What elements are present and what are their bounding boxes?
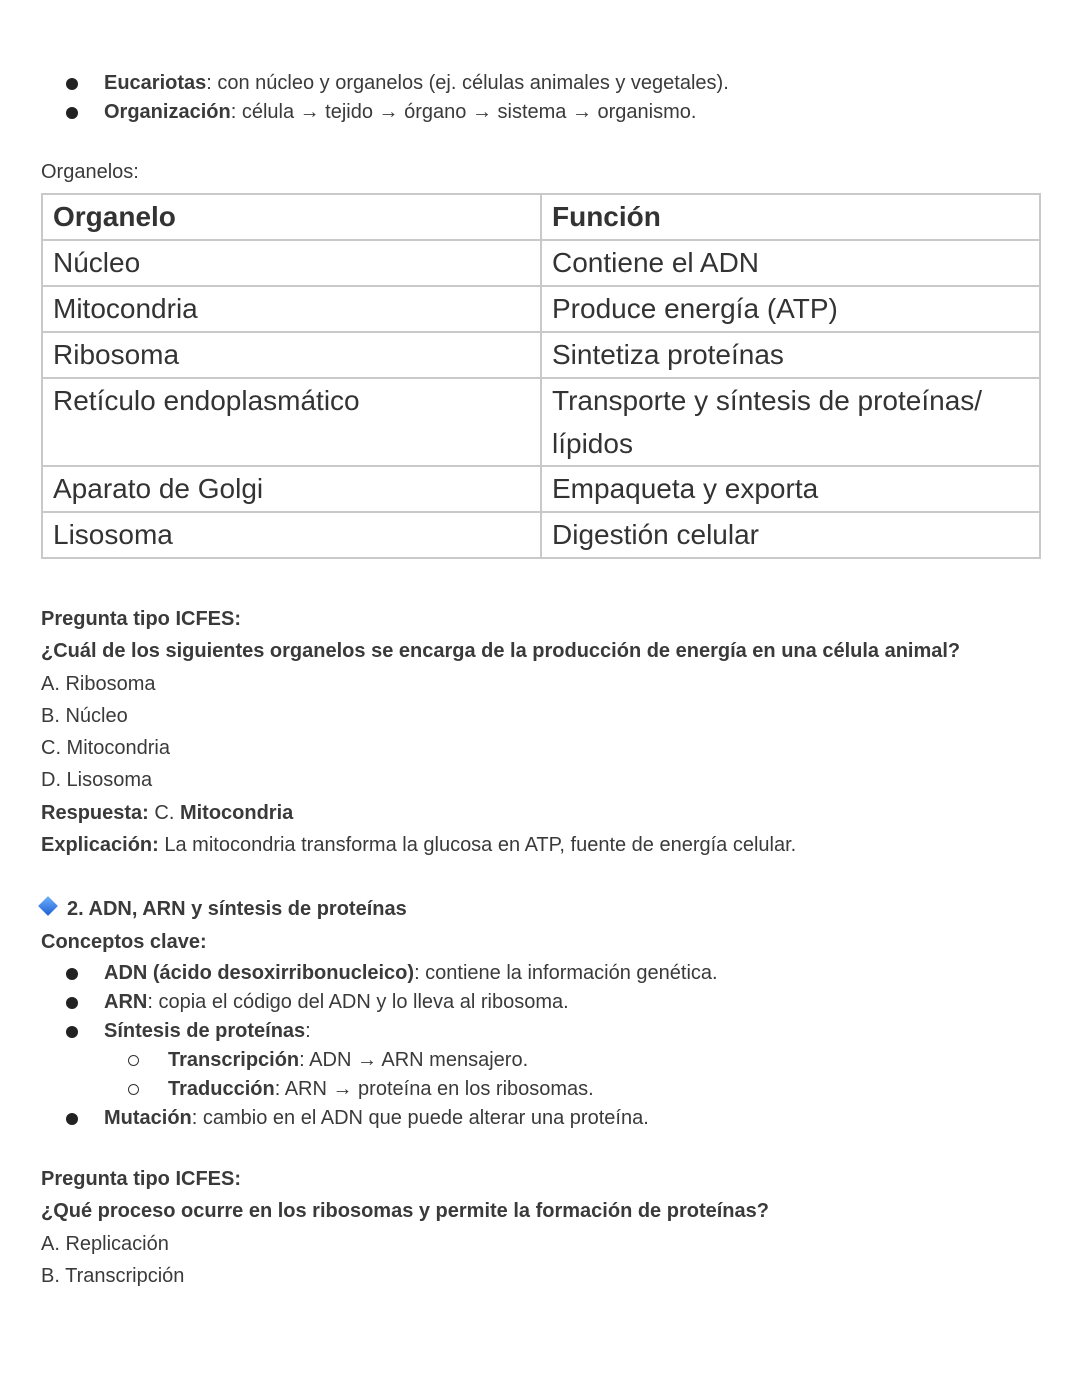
term: Eucariotas bbox=[104, 72, 207, 94]
option-a: A. Replicación bbox=[41, 1232, 169, 1255]
explanation bbox=[41, 829, 1040, 861]
answer-prefix: C. bbox=[148, 801, 180, 824]
cell-funcion: Transporte y síntesis de proteínas/ lípidos bbox=[541, 378, 1040, 466]
option-d: D. Lisosoma bbox=[41, 769, 153, 792]
table-row bbox=[42, 512, 1040, 558]
term: Organización bbox=[104, 101, 231, 123]
cell-funcion: Digestión celular bbox=[541, 512, 1040, 558]
question-label: Pregunta tipo ICFES: bbox=[41, 1168, 241, 1190]
organelles-table bbox=[41, 193, 1041, 559]
term: ADN (ácido desoxirribonucleico) bbox=[104, 962, 415, 984]
header-funcion: Función bbox=[541, 194, 1040, 240]
term: Traducción bbox=[168, 1078, 275, 1100]
option-c: C. Mitocondria bbox=[41, 737, 170, 760]
term: Síntesis de proteínas bbox=[104, 1020, 306, 1042]
explanation-label: Explicación: bbox=[41, 834, 159, 857]
answer-label: Respuesta: bbox=[41, 801, 149, 824]
option-b: B. Núcleo bbox=[41, 704, 128, 727]
item-text: : bbox=[305, 1020, 311, 1042]
list-item bbox=[41, 1017, 1040, 1046]
cell-organelo: Núcleo bbox=[42, 240, 541, 286]
list-item bbox=[41, 69, 1040, 98]
explanation-text: La mitocondria transforma la glucosa en ATP, fuente de energía celular. bbox=[158, 834, 797, 857]
item-text: : con núcleo y organelos (ej. células animales y vegetales). bbox=[206, 72, 729, 94]
item-text: : copia el código del ADN y lo lleva al ribosoma. bbox=[147, 991, 569, 1013]
option-b: B. Transcripción bbox=[41, 1264, 185, 1287]
table-row bbox=[42, 466, 1040, 512]
item-text: : ARN → proteína en los ribosomas. bbox=[274, 1078, 594, 1100]
table-header-row bbox=[42, 194, 1040, 240]
sub-list-item bbox=[41, 1075, 1040, 1104]
item-text: : ADN → ARN mensajero. bbox=[299, 1049, 529, 1071]
cell-organelo: Retículo endoplasmático bbox=[42, 378, 541, 466]
term: ARN bbox=[104, 991, 148, 1013]
cell-funcion: Produce energía (ATP) bbox=[541, 286, 1040, 332]
section-title-text: 2. ADN, ARN y síntesis de proteínas bbox=[67, 898, 407, 920]
table-row bbox=[42, 286, 1040, 332]
table-row bbox=[42, 240, 1040, 286]
list-item bbox=[41, 959, 1040, 988]
question-text: ¿Qué proceso ocurre en los ribosomas y permite la formación de proteínas? bbox=[41, 1200, 769, 1223]
cell-organelo: Lisosoma bbox=[42, 512, 541, 558]
question-2 bbox=[41, 1163, 1040, 1292]
question-label: Pregunta tipo ICFES: bbox=[41, 608, 241, 630]
table-row bbox=[42, 378, 1040, 466]
term: Mutación bbox=[104, 1107, 192, 1129]
list-item bbox=[41, 98, 1040, 127]
cell-funcion: Sintetiza proteínas bbox=[541, 332, 1040, 378]
section-2 bbox=[34, 893, 1040, 925]
list-item bbox=[41, 1104, 1040, 1133]
item-text: : contiene la información genética. bbox=[414, 962, 718, 984]
cell-organelo: Aparato de Golgi bbox=[42, 466, 541, 512]
cell-organelo: Mitocondria bbox=[42, 286, 541, 332]
organelos-label: Organelos: bbox=[41, 161, 139, 183]
sub-list-item bbox=[41, 1046, 1040, 1075]
blue-diamond-icon bbox=[38, 896, 58, 916]
concepts-list bbox=[41, 959, 1040, 1133]
question-text: ¿Cuál de los siguientes organelos se encarga de la producción de energía en una célula animal? bbox=[41, 640, 961, 663]
concepts-label: Conceptos clave: bbox=[41, 931, 207, 953]
section-title bbox=[34, 893, 1040, 925]
concepts-block bbox=[41, 926, 1040, 958]
item-text: : cambio en el ADN que puede alterar una proteína. bbox=[191, 1107, 649, 1129]
cell-organelo: Ribosoma bbox=[42, 332, 541, 378]
cell-funcion: Empaqueta y exporta bbox=[541, 466, 1040, 512]
option-a: A. Ribosoma bbox=[41, 672, 156, 695]
table-row bbox=[42, 332, 1040, 378]
intro-bullet-list bbox=[41, 69, 1040, 127]
term: Transcripción bbox=[168, 1049, 300, 1071]
cell-funcion: Contiene el ADN bbox=[541, 240, 1040, 286]
answer bbox=[41, 797, 1040, 829]
header-organelo: Organelo bbox=[42, 194, 541, 240]
answer-value: Mitocondria bbox=[179, 801, 294, 824]
question-1 bbox=[41, 603, 1040, 861]
item-text: : célula → tejido → órgano → sistema → organismo. bbox=[230, 101, 697, 123]
list-item bbox=[41, 988, 1040, 1017]
